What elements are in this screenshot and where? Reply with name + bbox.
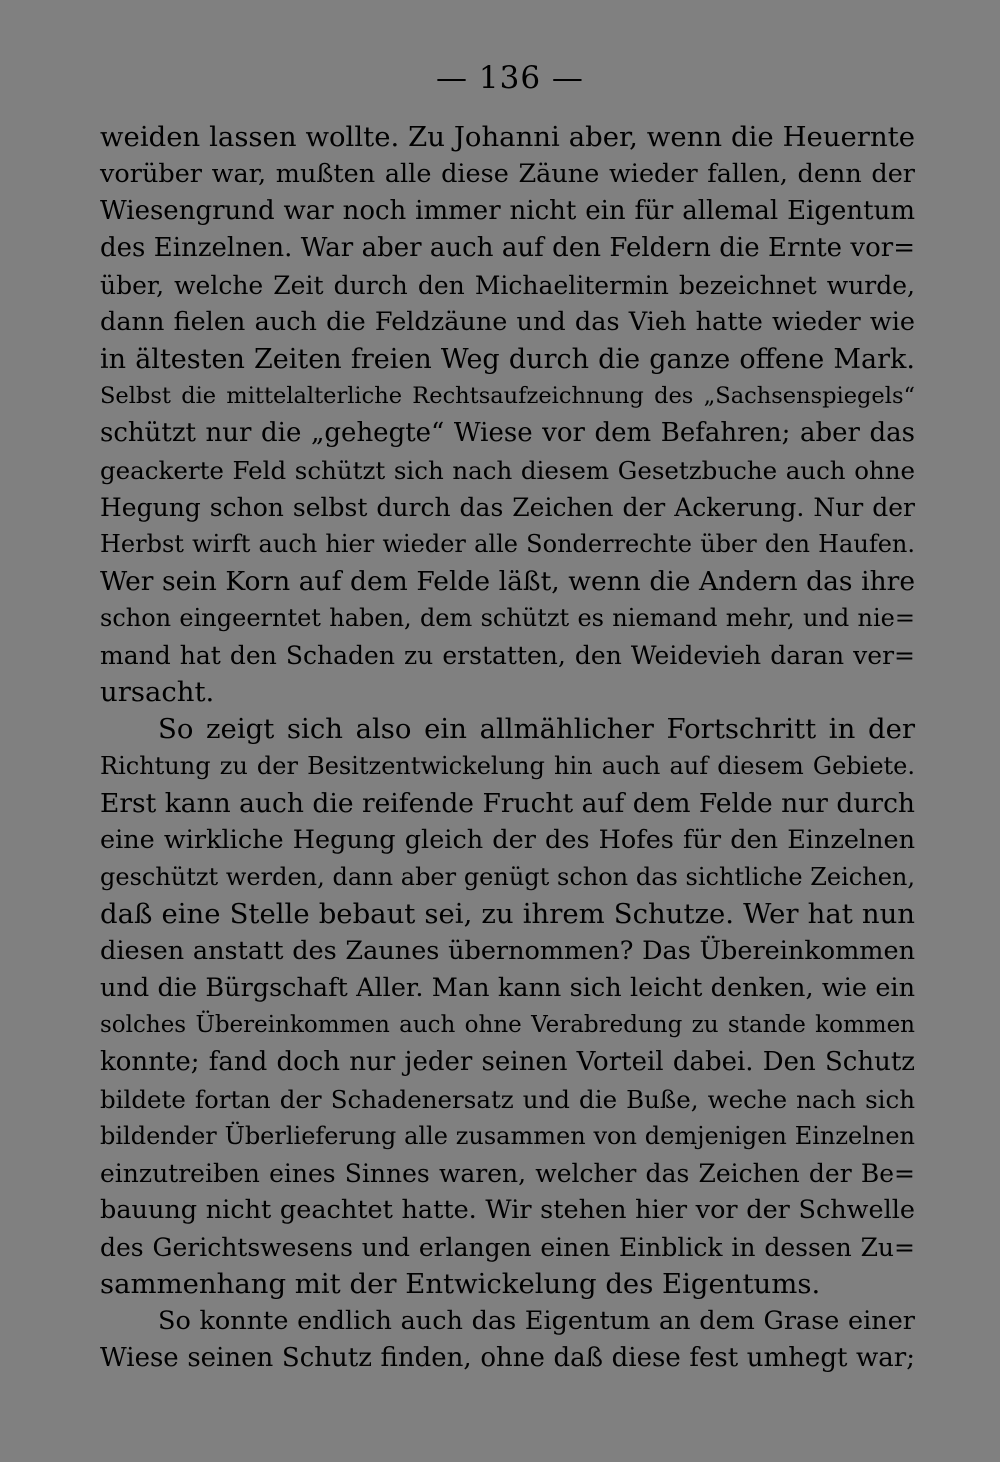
text-line: bildete fortan der Schadenersatz und die Buße, weche nach sich — [100, 1085, 915, 1114]
text-line: Richtung zu der Besitzentwickelung hin auch auf diesem Gebiete. — [100, 752, 915, 780]
page-number: — 136 — — [436, 60, 584, 96]
text-line: daß eine Stelle bebaut sei, zu ihrem Schutze. Wer hat nun — [100, 898, 915, 930]
text-line: Selbst die mittelalterliche Rechtsaufzeichnung des „Sachsenspiegels“ — [100, 383, 915, 409]
text-line: diesen anstatt des Zaunes übernommen? Das Übereinkommen — [100, 936, 915, 966]
text-line: einzutreiben eines Sinnes waren, welcher das Zeichen der Be= — [100, 1159, 915, 1188]
text-line: Wiese seinen Schutz finden, ohne daß diese fest umhegt war; — [100, 1343, 915, 1373]
text-line: Erst kann auch die reifende Frucht auf dem Felde nur durch — [100, 788, 915, 819]
text-line: dann fielen auch die Feldzäune und das Vieh hatte wieder wie — [100, 307, 915, 337]
text-line: geschützt werden, dann aber genügt schon das sichtliche Zeichen, — [100, 863, 915, 891]
text-line: Hegung schon selbst durch das Zeichen der Ackerung. Nur der — [100, 493, 915, 522]
text-line: schützt nur die „gehegte“ Wiese vor dem Befahren; aber das — [100, 418, 915, 448]
text-line: des Gerichtswesens und erlangen einen Einblick in dessen Zu= — [100, 1233, 915, 1262]
text-line: des Einzelnen. War aber auch auf den Feldern die Ernte vor= — [100, 233, 915, 263]
text-line: über, welche Zeit durch den Michaelitermin bezeichnet wurde, — [100, 271, 915, 300]
text-line: mand hat den Schaden zu erstatten, den Weidevieh daran ver= — [100, 641, 915, 670]
text-line: bauung nicht geachtet hatte. Wir stehen hier vor der Schwelle — [100, 1195, 915, 1225]
text-line: vorüber war, mußten alle diese Zäune wieder fallen, denn der — [100, 159, 915, 189]
text-line: in ältesten Zeiten freien Weg durch die ganze offene Mark. — [100, 344, 915, 375]
text-line: Wer sein Korn auf dem Felde läßt, wenn die Andern das ihre — [100, 566, 915, 597]
text-line: schon eingeerntet haben, dem schützt es niemand mehr, und nie= — [100, 604, 915, 632]
text-line: bildender Überlieferung alle zusammen von demjenigen Einzelnen — [100, 1122, 915, 1150]
text-line: eine wirkliche Hegung gleich der des Hofes für den Einzelnen — [100, 825, 915, 855]
text-line: Herbst wirft auch hier wieder alle Sonderrechte über den Haufen. — [100, 530, 915, 558]
text-line: geackerte Feld schützt sich nach diesem Gesetzbuche auch ohne — [100, 456, 915, 485]
body-text — [100, 119, 915, 1377]
text-line: ursacht. — [100, 676, 215, 708]
text-line: und die Bürgschaft Aller. Man kann sich leicht denken, wie ein — [100, 973, 915, 1003]
text-line: So zeigt sich also ein allmählicher Fortschritt in der — [158, 713, 915, 745]
text-line: solches Übereinkommen auch ohne Verabredung zu stande kommen — [100, 1012, 915, 1038]
text-line: sammenhang mit der Entwickelung des Eigentums. — [100, 1268, 821, 1300]
text-line: Wiesengrund war noch immer nicht ein für allemal Eigentum — [100, 196, 915, 226]
text-line: konnte; fand doch nur jeder seinen Vorteil dabei. Den Schutz — [100, 1047, 915, 1077]
text-line: weiden lassen wollte. Zu Johanni aber, wenn die Heuernte — [100, 121, 915, 153]
text-line: So konnte endlich auch das Eigentum an dem Grase einer — [158, 1306, 915, 1336]
